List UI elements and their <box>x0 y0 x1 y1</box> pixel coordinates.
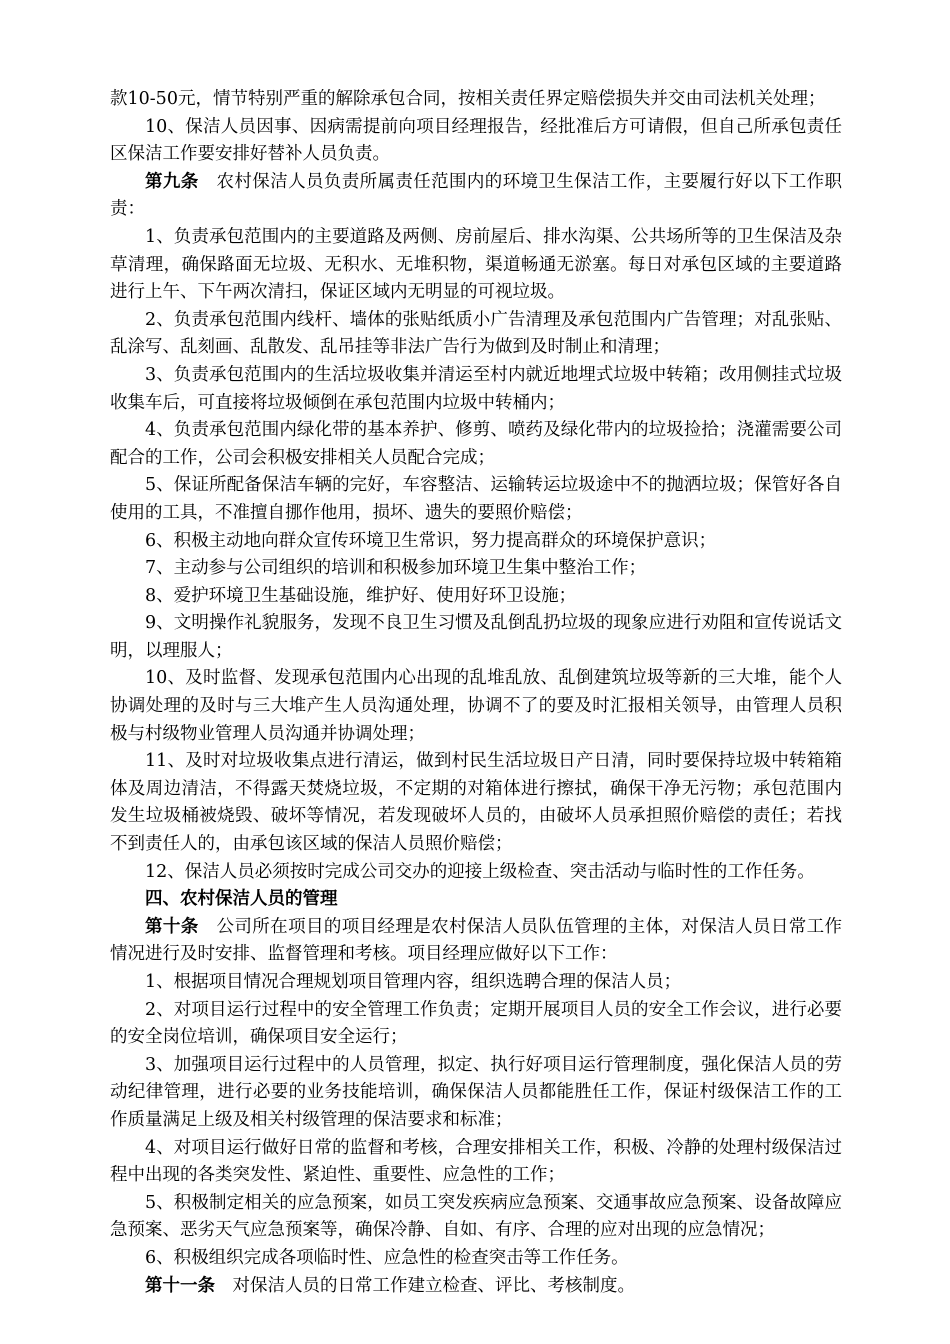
paragraph-duty-10: 10、及时监督、发现承包范围内心出现的乱堆乱放、乱倒建筑垃圾等新的三大堆，能个人协调处理的及时与三大堆产生人员沟通处理，协调不了的要及时汇报相关领导，由管理人员积极与村级物业管理人员沟通并协调处理； <box>110 668 842 744</box>
paragraph-duty-8: 8、爱护环境卫生基础设施，维护好、使用好环卫设施； <box>145 585 577 606</box>
article-10-text: 公司所在项目的项目经理是农村保洁人员队伍管理的主体，对保洁人员日常工作情况进行及时安排、监督管理和考核。项目经理应做好以下工作： <box>110 916 843 965</box>
article-11-heading: 第十一条 <box>145 1275 215 1296</box>
paragraph-duty-11: 11、及时对垃圾收集点进行清运，做到村民生活垃圾日产日清，同时要保持垃圾中转箱箱体及周边清洁，不得露天焚烧垃圾，不定期的对箱体进行擦拭，确保干净无污物；承包范围内发生垃圾桶被烧毁、破坏等情况，若发现破坏人员的，由破坏人员承担照价赔偿的责任；若找不到责任人的，由承包该区域的保洁人员照价赔偿； <box>110 751 842 855</box>
paragraph-duty-2: 2、负责承包范围内线杆、墙体的张贴纸质小广告清理及承包范围内广告管理；对乱张贴、乱涂写、乱刻画、乱散发、乱吊挂等非法广告行为做到及时制止和清理； <box>110 309 842 358</box>
paragraph-duty-12: 12、保洁人员必须按时完成公司交办的迎接上级检查、突击活动与临时性的工作任务。 <box>145 861 815 882</box>
paragraph-manager-6: 6、积极组织完成各项临时性、应急性的检查突击等工作任务。 <box>145 1247 629 1268</box>
paragraph-manager-5: 5、积极制定相关的应急预案，如员工突发疾病应急预案、交通事故应急预案、设备故障应急预案、恶劣天气应急预案等，确保冷静、自如、有序、合理的应对出现的应急情况； <box>110 1192 842 1241</box>
paragraph-continued-penalty: 款10-50元，情节特别严重的解除承包合同，按相关责任界定赔偿损失并交由司法机关处理； <box>110 89 826 109</box>
paragraph-item-10-leave: 10、保洁人员因事、因病需提前向项目经理报告，经批准后方可请假，但自己所承包责任区保洁工作要安排好替补人员负责。 <box>110 116 842 165</box>
paragraph-duty-9: 9、文明操作礼貌服务，发现不良卫生习惯及乱倒乱扔垃圾的现象应进行劝阻和宣传说话文明，以理服人； <box>110 613 842 661</box>
section-heading-4: 四、农村保洁人员的管理 <box>145 889 338 910</box>
paragraph-article-10 <box>110 914 842 969</box>
paragraph-duty-1: 1、负责承包范围内的主要道路及两侧、房前屋后、排水沟渠、公共场所等的卫生保洁及杂草清理，确保路面无垃圾、无积水、无堆积物，渠道畅通无淤塞。每日对承包区域的主要道路进行上午、下午两次清扫，保证区域内无明显的可视垃圾。 <box>110 226 842 303</box>
paragraph-manager-4: 4、对项目运行做好日常的监督和考核，合理安排相关工作，积极、冷静的处理村级保洁过程中出现的各类突发性、紧迫性、重要性、应急性的工作； <box>110 1137 842 1186</box>
paragraph-manager-3: 3、加强项目运行过程中的人员管理，拟定、执行好项目运行管理制度，强化保洁人员的劳动纪律管理，进行必要的业务技能培训，确保保洁人员都能胜任工作，保证村级保洁工作的工作质量满足上级及相关村级管理的保洁要求和标准； <box>110 1054 842 1130</box>
document-page <box>110 86 842 1300</box>
article-10-heading: 第十条 <box>145 916 199 937</box>
paragraph-manager-2: 2、对项目运行过程中的安全管理工作负责；定期开展项目人员的安全工作会议，进行必要的安全岗位培训，确保项目安全运行； <box>110 999 842 1048</box>
paragraph-manager-1: 1、根据项目情况合理规划项目管理内容，组织选聘合理的保洁人员； <box>145 972 682 992</box>
paragraph-duty-6: 6、积极主动地向群众宣传环境卫生常识，努力提高群众的环境保护意识； <box>145 530 717 551</box>
paragraph-duty-3: 3、负责承包范围内的生活垃圾收集并清运至村内就近地埋式垃圾中转箱；改用侧挂式垃圾收集车后，可直接将垃圾倾倒在承包范围内垃圾中转桶内； <box>110 364 842 413</box>
paragraph-duty-4: 4、负责承包范围内绿化带的基本养护、修剪、喷药及绿化带内的垃圾捡拾；浇灌需要公司配合的工作，公司会积极安排相关人员配合完成； <box>110 420 842 468</box>
paragraph-duty-5: 5、保证所配备保洁车辆的完好，车容整洁、运输转运垃圾途中不的抛洒垃圾；保管好各自使用的工具，不准擅自挪作他用，损坏、遗失的要照价赔偿； <box>110 475 842 523</box>
article-9-text: 农村保洁人员负责所属责任范围内的环境卫生保洁工作，主要履行好以下工作职责： <box>110 171 843 220</box>
article-11-text: 对保洁人员的日常工作建立检查、评比、考核制度。 <box>232 1275 635 1296</box>
paragraph-duty-7: 7、主动参与公司组织的培训和积极参加环境卫生集中整治工作； <box>145 558 647 579</box>
paragraph-article-9 <box>110 169 842 224</box>
article-9-heading: 第九条 <box>145 171 199 192</box>
paragraph-article-11 <box>110 1273 842 1301</box>
